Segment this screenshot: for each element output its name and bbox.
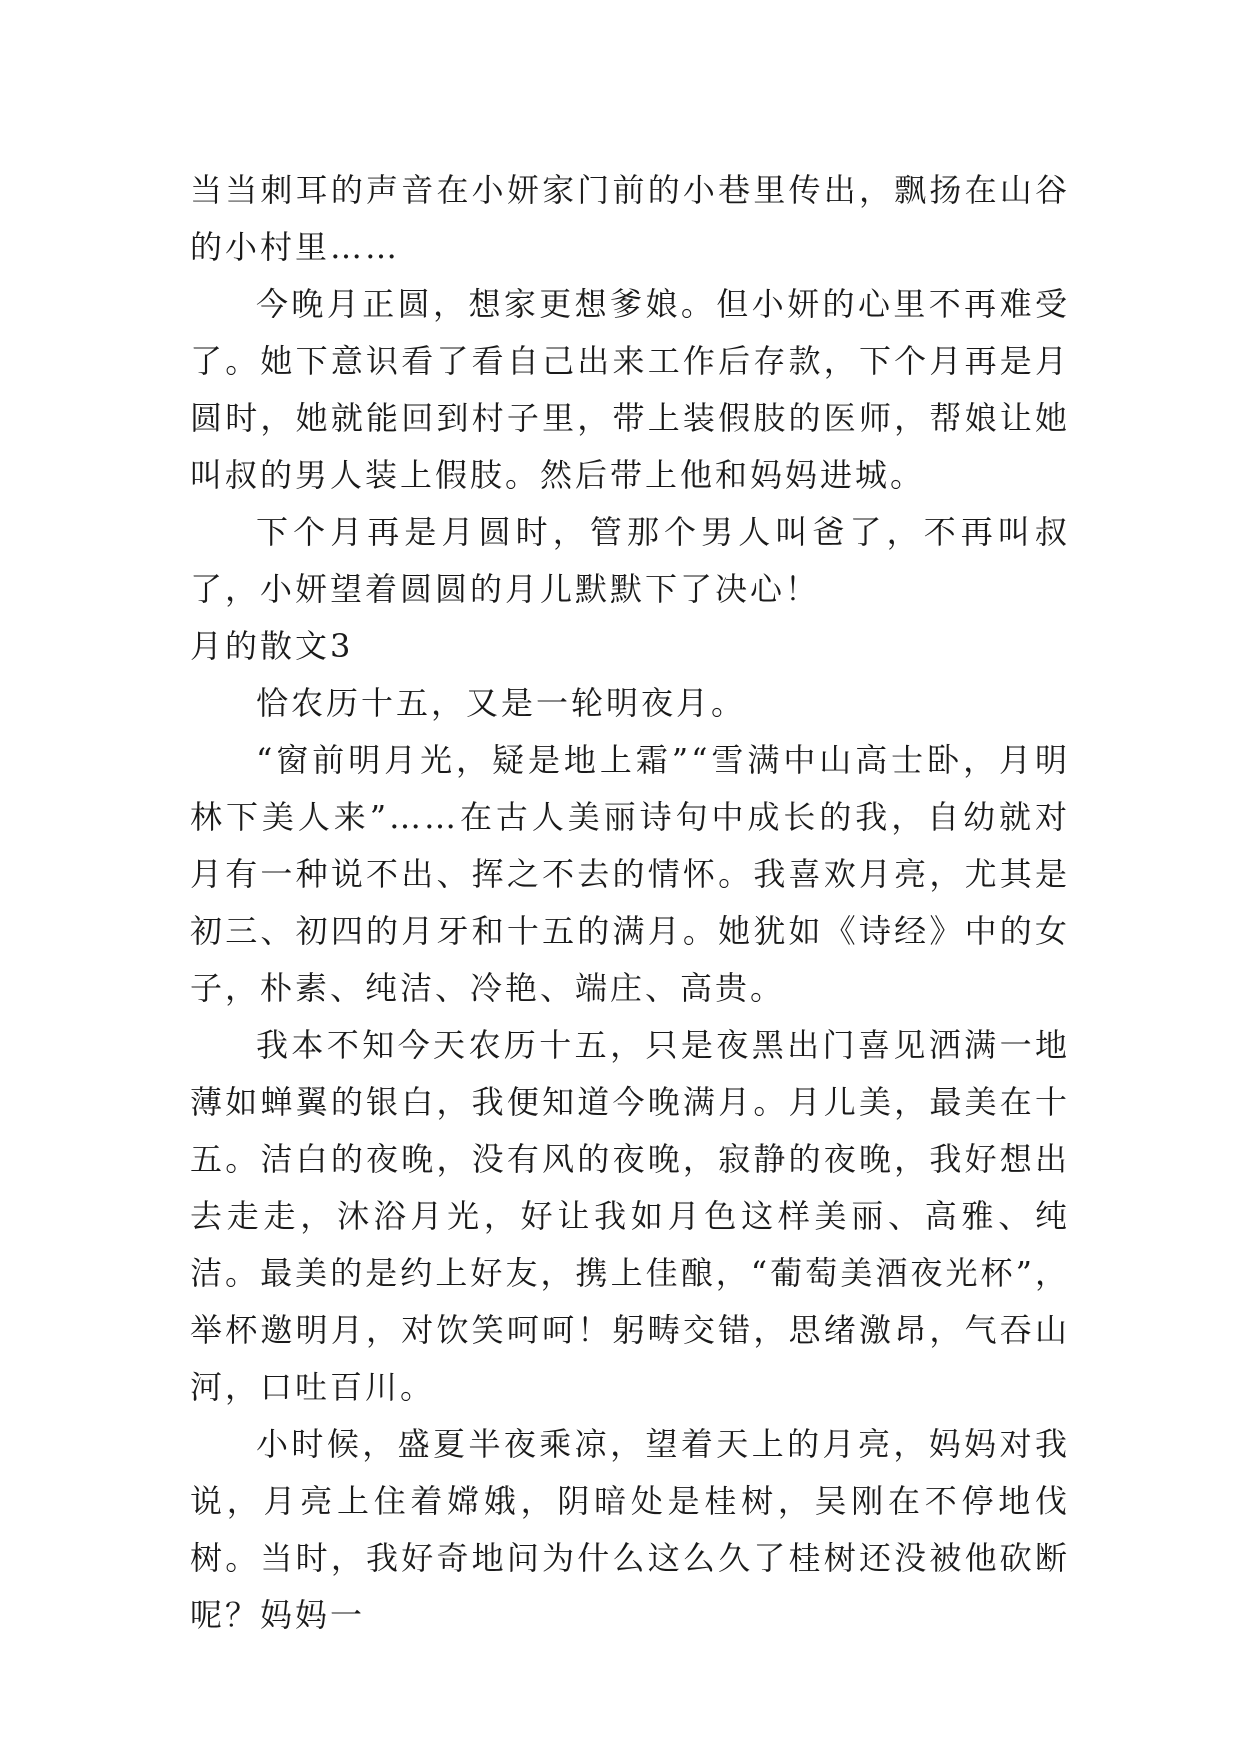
- paragraph-6: 我本不知今天农历十五，只是夜黑出门喜见洒满一地薄如蝉翼的银白，我便知道今晚满月。月儿美，最美在十五。洁白的夜晚，没有风的夜晚，寂静的夜晚，我好想出去走走，沐浴月光，好让我如月色这样美丽、高雅、纯洁。最美的是约上好友，携上佳酿，“葡萄美酒夜光杯”，举杯邀明月，对饮笑呵呵！躬畴交错，思绪激昂，气吞山河，口吐百川。: [190, 1026, 1070, 1406]
- paragraph-1: 当当刺耳的声音在小妍家门前的小巷里传出，飘扬在山谷的小村里……: [190, 171, 1070, 266]
- document-body: [190, 162, 1070, 1644]
- section-heading: 月的散文3: [190, 627, 354, 665]
- paragraph-7: 小时候，盛夏半夜乘凉，望着天上的月亮，妈妈对我说，月亮上住着嫦娥，阴暗处是桂树，吴刚在不停地伐树。当时，我好奇地问为什么这么久了桂树还没被他砍断呢？妈妈一: [190, 1425, 1070, 1634]
- paragraph-5: “窗前明月光，疑是地上霜”“雪满中山高士卧，月明林下美人来”……在古人美丽诗句中成长的我，自幼就对月有一种说不出、挥之不去的情怀。我喜欢月亮，尤其是初三、初四的月牙和十五的满月。她犹如《诗经》中的女子，朴素、纯洁、冷艳、端庄、高贵。: [190, 741, 1070, 1007]
- paragraph-4: 恰农历十五，又是一轮明夜月。: [256, 684, 747, 722]
- paragraph-2: 今晚月正圆，想家更想爹娘。但小妍的心里不再难受了。她下意识看了看自己出来工作后存款，下个月再是月圆时，她就能回到村子里，带上装假肢的医师，帮娘让她叫叔的男人装上假肢。然后带上他和妈妈进城。: [190, 285, 1070, 494]
- paragraph-3: 下个月再是月圆时，管那个男人叫爸了，不再叫叔了，小妍望着圆圆的月儿默默下了决心！: [190, 513, 1070, 608]
